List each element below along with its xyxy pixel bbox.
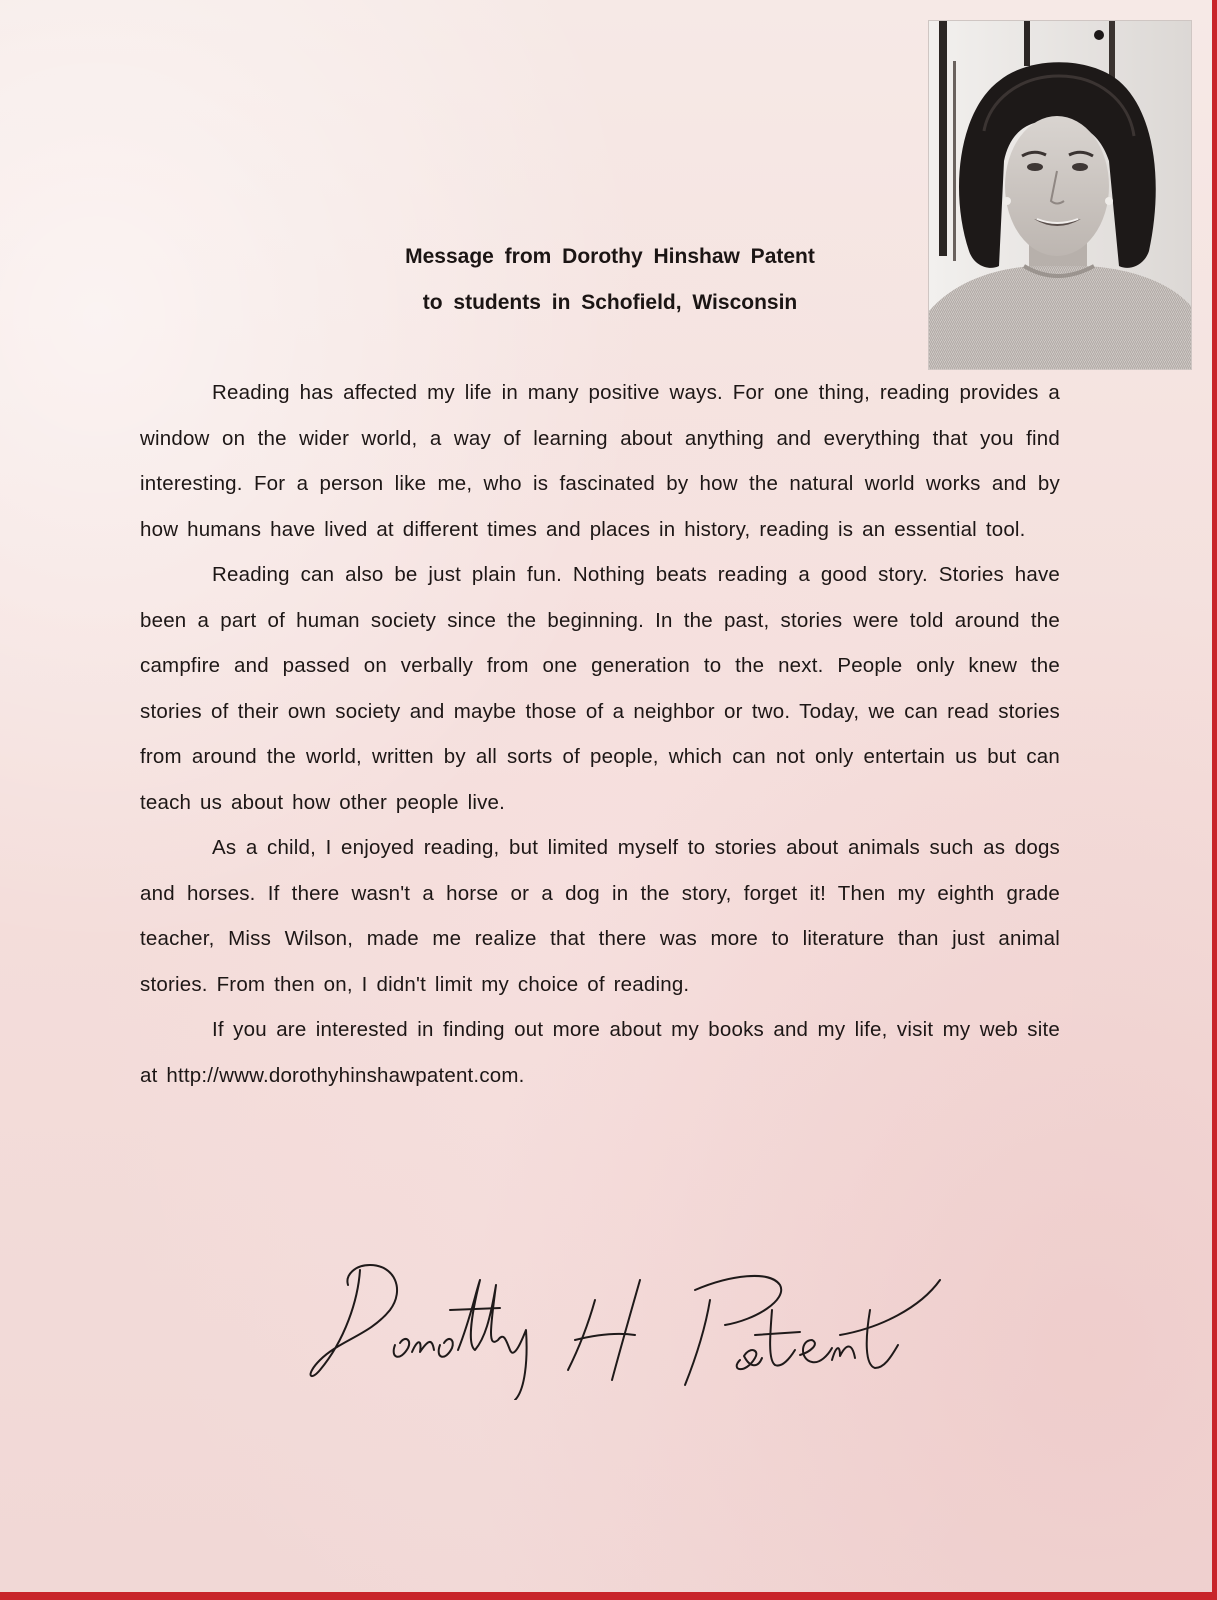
handwritten-signature: [300, 1240, 960, 1400]
portrait-image: [929, 21, 1191, 369]
letter-body: [140, 370, 1060, 1098]
paragraph-3: As a child, I enjoyed reading, but limited myself to stories about animals such as dogs and horses. If there wasn't a horse or a dog in the story, forget it! Then my eighth grade teacher, Miss Wilson, made me realize that there was more to literature than just animal stories. From then on, I didn't limit my choice of reading.: [140, 836, 1060, 996]
title-line-1: Message from Dorothy Hinshaw Patent: [405, 245, 815, 268]
author-photo: [928, 20, 1192, 370]
paragraph-1: Reading has affected my life in many positive ways. For one thing, reading provides a window on the wider world, a way of learning about anything and everything that you find interesting. For a person like me, who is fascinated by how the natural world works and by how humans have lived at different times and places in history, reading is an essential tool.: [140, 381, 1060, 541]
title-line-2: to students in Schofield, Wisconsin: [422, 291, 798, 314]
paragraph-2: Reading can also be just plain fun. Nothing beats reading a good story. Stories have been a part of human society since the beginning. In the past, stories were told around the campfire and passed on verbally from one generation to the next. People only knew the stories of their own society and maybe those of a neighbor or two. Today, we can read stories from around the world, written by all sorts of people, which can not only entertain us but can teach us about how other people live.: [140, 563, 1060, 814]
paragraph-4: If you are interested in finding out more about my books and my life, visit my web site at http://www.dorothyhinshawpatent.com.: [140, 1018, 1060, 1087]
letter-title: [300, 234, 920, 326]
